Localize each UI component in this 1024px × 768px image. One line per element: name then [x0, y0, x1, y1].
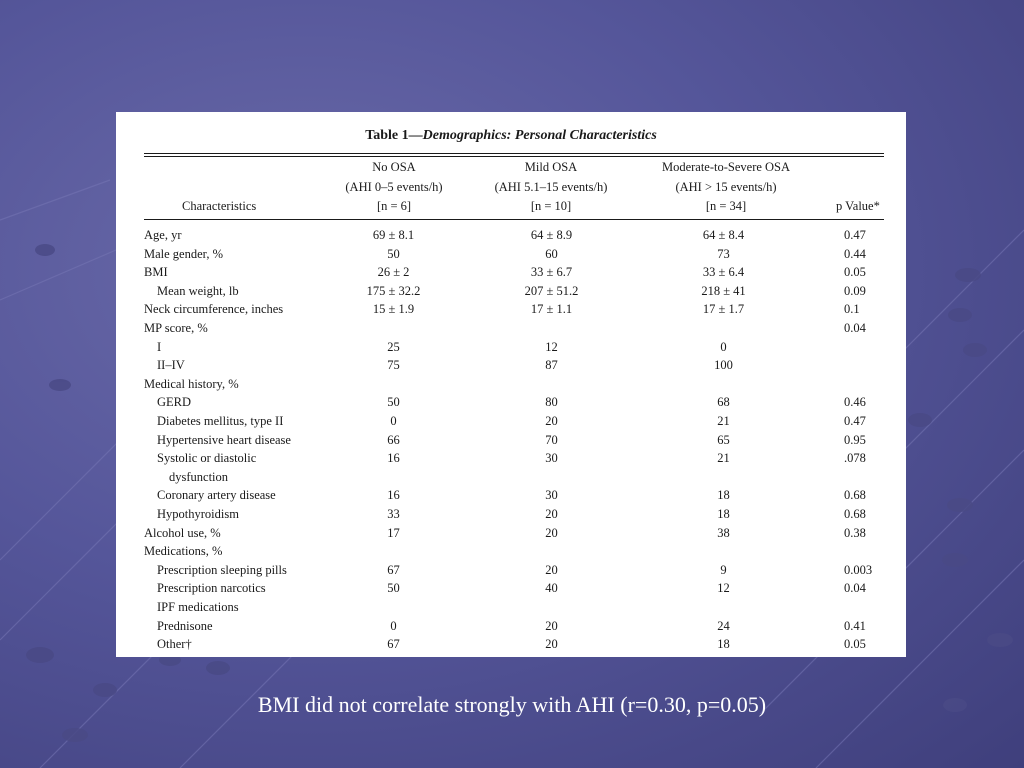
cell-p-value: 0.05 — [844, 265, 866, 280]
cell-severe-osa: 24 — [717, 618, 730, 633]
cell-no-osa: 25 — [387, 339, 400, 354]
row-label: Age, yr — [144, 228, 182, 242]
cell-mild-osa: 33 ± 6.7 — [530, 265, 573, 280]
table-row — [116, 393, 906, 412]
cell-no-osa: 26 ± 2 — [377, 265, 410, 280]
cell-p-value: 0.68 — [844, 488, 866, 503]
row-label: GERD — [157, 395, 192, 410]
cell-mild-osa: 207 ± 51.2 — [524, 283, 579, 298]
cell-p-value: 0.44 — [844, 246, 866, 261]
row-label: Coronary artery disease — [157, 488, 276, 503]
cell-p-value: 0.04 — [844, 321, 866, 335]
cell-p-value: 0.46 — [844, 395, 866, 410]
cell-no-osa: 75 — [387, 358, 400, 373]
header-mild-osa — [486, 158, 616, 217]
cell-p-value: 0.47 — [844, 414, 866, 428]
cell-severe-osa: 0 — [720, 339, 727, 354]
cell-severe-osa: 218 ± 41 — [701, 283, 746, 298]
cell-mild-osa: 87 — [545, 358, 558, 373]
cell-mild-osa: 30 — [545, 451, 558, 466]
cell-mild-osa: 20 — [545, 507, 558, 521]
table-row — [116, 561, 906, 580]
table-row — [116, 245, 906, 264]
row-label: Prescription sleeping pills — [157, 562, 287, 577]
header-characteristics: Characteristics — [182, 199, 257, 213]
table-row — [116, 505, 906, 524]
header-rule — [144, 219, 884, 220]
cell-mild-osa: 20 — [545, 525, 558, 540]
cell-mild-osa: 17 ± 1.1 — [530, 302, 573, 317]
cell-p-value: .078 — [844, 451, 866, 466]
cell-p-value: 0.003 — [844, 562, 873, 577]
cell-mild-osa: 60 — [545, 246, 558, 261]
cell-severe-osa: 18 — [717, 507, 730, 521]
table-row — [116, 356, 906, 375]
table-row — [116, 635, 906, 654]
row-label: Hypothyroidism — [157, 507, 239, 521]
cell-severe-osa: 65 — [717, 432, 730, 447]
table-row — [116, 579, 906, 598]
cell-severe-osa: 12 — [717, 581, 730, 596]
cell-severe-osa: 73 — [717, 246, 730, 261]
top-rule — [144, 153, 884, 154]
table-row — [116, 226, 906, 245]
table-row — [116, 263, 906, 282]
table-row — [116, 431, 906, 450]
cell-mild-osa: 20 — [545, 562, 558, 577]
row-label: Systolic or diastolic — [157, 451, 257, 466]
cell-severe-osa: 68 — [717, 395, 730, 410]
cell-mild-osa: 64 ± 8.9 — [530, 228, 573, 242]
row-label: Male gender, % — [144, 246, 223, 261]
cell-no-osa: 15 ± 1.9 — [372, 302, 415, 317]
table-row — [116, 598, 906, 617]
table-row — [116, 617, 906, 636]
cell-severe-osa: 17 ± 1.7 — [702, 302, 745, 317]
table-row — [116, 542, 906, 561]
header-mild-osa-line2: (AHI 5.1–15 events/h) — [494, 179, 608, 194]
cell-severe-osa: 64 ± 8.4 — [702, 228, 745, 242]
top-rule-double — [144, 156, 884, 157]
cell-no-osa: 175 ± 32.2 — [366, 283, 421, 298]
table-title — [116, 128, 906, 144]
cell-p-value: 0.05 — [844, 637, 866, 652]
cell-no-osa: 50 — [387, 581, 400, 596]
row-label: Neck circumference, inches — [144, 302, 284, 317]
row-label: I — [157, 339, 162, 354]
cell-no-osa: 0 — [390, 414, 397, 428]
row-label: MP score, % — [144, 321, 208, 335]
cell-no-osa: 50 — [387, 246, 400, 261]
cell-p-value: 0.09 — [844, 283, 866, 298]
header-no-osa-line1: No OSA — [372, 160, 416, 174]
cell-no-osa: 67 — [387, 637, 400, 652]
cell-mild-osa: 20 — [545, 414, 558, 428]
cell-mild-osa: 70 — [545, 432, 558, 447]
table-row — [116, 412, 906, 431]
table-row — [116, 449, 906, 468]
header-severe-osa-line2: (AHI > 15 events/h) — [675, 179, 777, 194]
cell-no-osa: 69 ± 8.1 — [372, 228, 415, 242]
cell-no-osa: 66 — [387, 432, 400, 447]
row-label: Hypertensive heart disease — [157, 432, 291, 447]
table-row — [116, 338, 906, 357]
cell-p-value: 0.38 — [844, 525, 866, 540]
row-label: Alcohol use, % — [144, 525, 221, 540]
row-label: Prednisone — [157, 618, 213, 633]
table-row — [116, 319, 906, 338]
table-row — [116, 524, 906, 543]
cell-mild-osa: 12 — [545, 339, 558, 354]
cell-no-osa: 17 — [387, 525, 400, 540]
cell-severe-osa: 18 — [717, 488, 730, 503]
cell-p-value: 0.1 — [844, 302, 860, 317]
row-label: Medications, % — [144, 544, 223, 559]
header-no-osa-line2: (AHI 0–5 events/h) — [345, 179, 443, 194]
row-label: Other† — [157, 637, 192, 652]
cell-mild-osa: 20 — [545, 618, 558, 633]
cell-p-value: 0.41 — [844, 618, 866, 633]
table-row — [116, 486, 906, 505]
cell-severe-osa: 21 — [717, 414, 730, 428]
cell-severe-osa: 21 — [717, 451, 730, 466]
cell-severe-osa: 9 — [720, 562, 727, 577]
header-mild-osa-line1: Mild OSA — [524, 160, 578, 174]
row-label: Diabetes mellitus, type II — [157, 414, 284, 428]
cell-severe-osa: 33 ± 6.4 — [702, 265, 745, 280]
cell-no-osa: 16 — [387, 451, 400, 466]
slide-caption: BMI did not correlate strongly with AHI (r=0.30, p=0.05) — [257, 692, 767, 717]
table-figure — [116, 112, 906, 657]
cell-no-osa: 33 — [387, 507, 400, 521]
cell-mild-osa: 30 — [545, 488, 558, 503]
cell-severe-osa: 100 — [714, 358, 733, 373]
cell-no-osa: 0 — [390, 618, 397, 633]
cell-mild-osa: 80 — [545, 395, 558, 410]
table-title-number: Table 1— — [365, 128, 423, 143]
cell-severe-osa: 18 — [717, 637, 730, 652]
cell-mild-osa: 20 — [545, 637, 558, 652]
header-no-osa — [334, 158, 454, 217]
cell-p-value: 0.68 — [844, 507, 866, 521]
header-severe-osa-n: [n = 34] — [705, 199, 747, 213]
row-label: Medical history, % — [144, 376, 239, 391]
table-row — [116, 375, 906, 394]
header-severe-osa-line1: Moderate-to-Severe OSA — [661, 160, 791, 174]
table-title-text: Demographics: Personal Characteristics — [422, 128, 657, 143]
header-severe-osa — [646, 158, 806, 217]
table-row — [116, 300, 906, 319]
row-label: BMI — [144, 265, 168, 280]
row-label: Prescription narcotics — [157, 581, 266, 596]
row-label: dysfunction — [169, 469, 229, 484]
cell-no-osa: 50 — [387, 395, 400, 410]
row-label: II–IV — [157, 358, 185, 373]
cell-p-value: 0.47 — [844, 228, 866, 242]
cell-severe-osa: 38 — [717, 525, 730, 540]
cell-p-value: 0.04 — [844, 581, 866, 596]
header-p-value: p Value* — [836, 199, 880, 213]
cell-mild-osa: 40 — [545, 581, 558, 596]
row-label: Mean weight, lb — [157, 283, 239, 298]
row-label: IPF medications — [157, 600, 239, 614]
header-mild-osa-n: [n = 10] — [530, 199, 572, 213]
cell-no-osa: 67 — [387, 562, 400, 577]
cell-p-value: 0.95 — [844, 432, 866, 447]
cell-no-osa: 16 — [387, 488, 400, 503]
table-row — [116, 468, 906, 487]
header-no-osa-n: [n = 6] — [376, 199, 412, 213]
table-row — [116, 282, 906, 301]
